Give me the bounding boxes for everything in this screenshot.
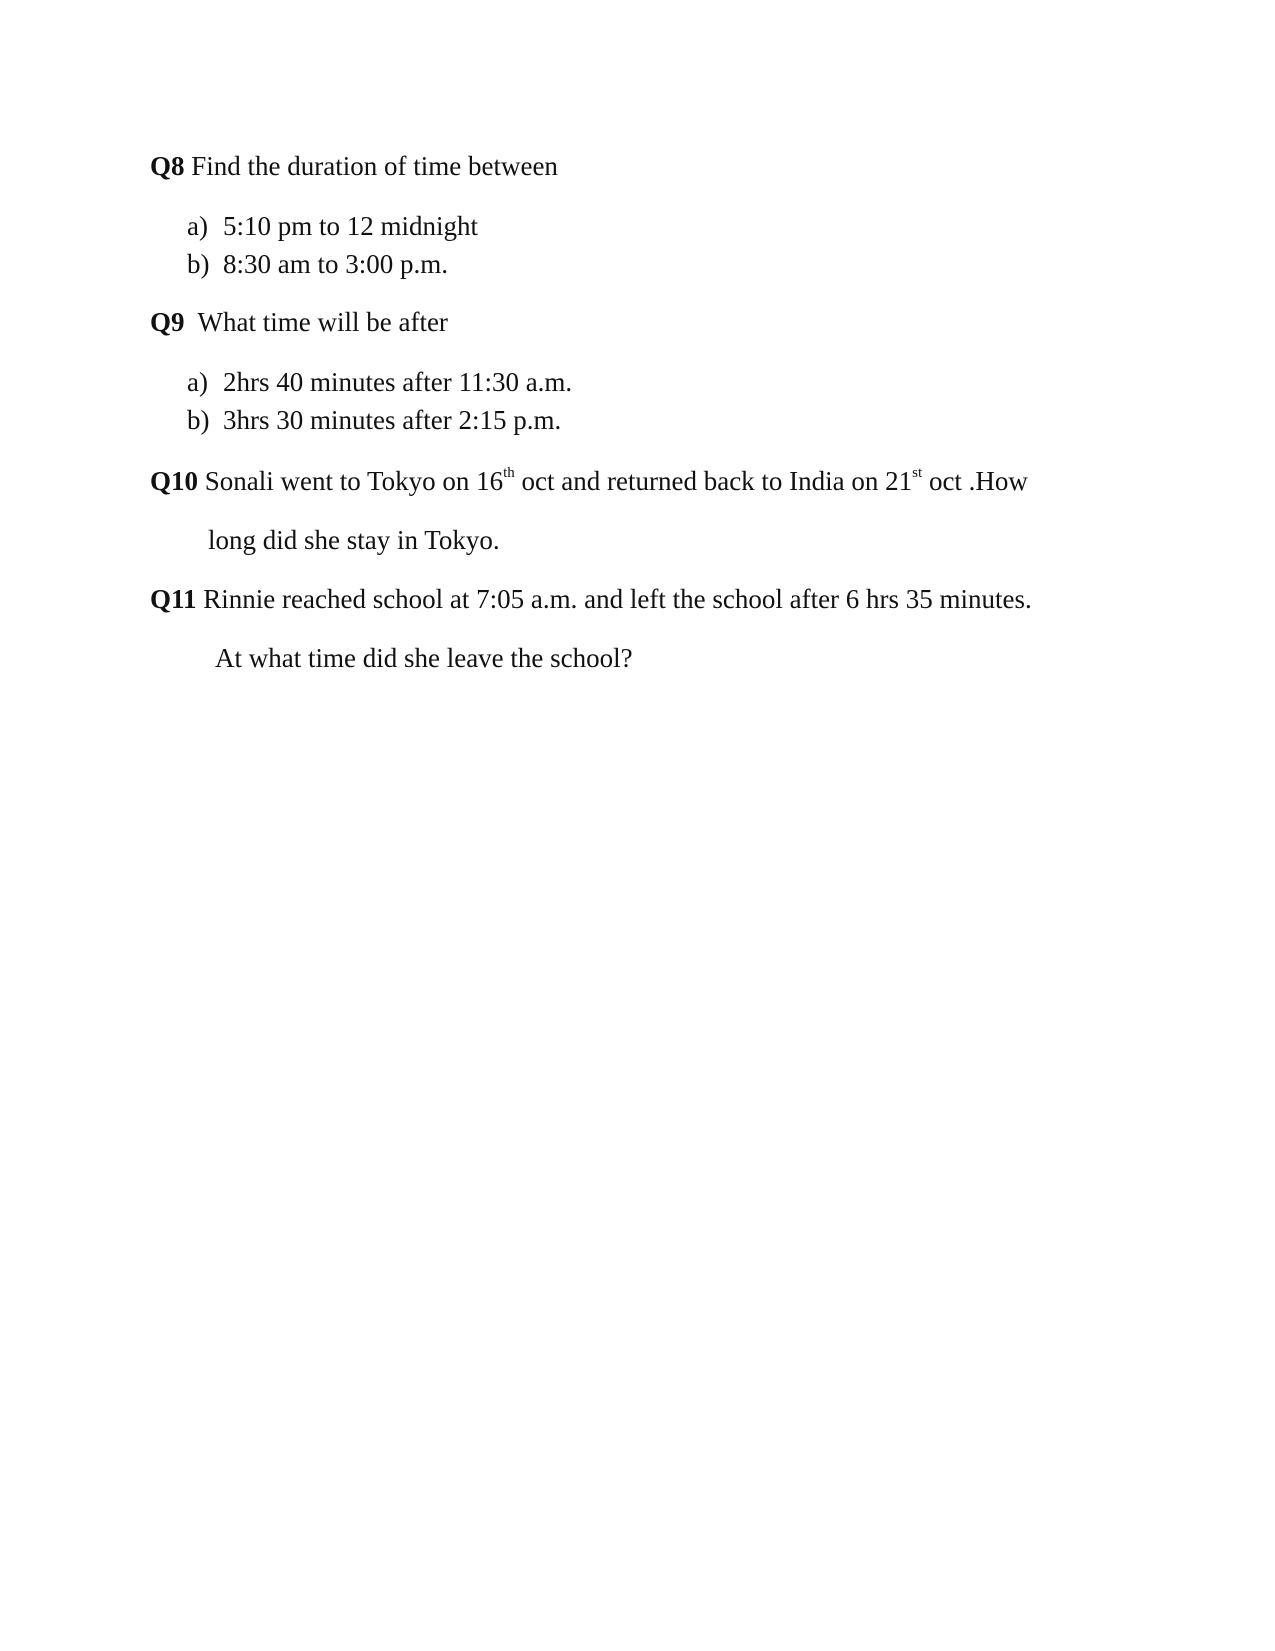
option-text: 5:10 pm to 12 midnight <box>223 211 479 241</box>
question-text-continuation: long did she stay in Tokyo. <box>208 525 500 555</box>
option-q9-b <box>187 404 561 436</box>
option-q8-a <box>187 210 478 242</box>
question-number: Q10 <box>150 466 199 496</box>
option-letter: a) <box>187 211 208 241</box>
question-q10-line2 <box>208 524 500 556</box>
question-number: Q9 <box>150 307 185 337</box>
question-text: Rinnie reached school at 7:05 a.m. and left the school after 6 hrs 35 minutes. <box>203 584 1032 614</box>
option-text: 8:30 am to 3:00 p.m. <box>223 249 448 279</box>
option-letter: b) <box>187 405 210 435</box>
option-letter: a) <box>187 367 208 397</box>
ordinal-suffix: st <box>912 465 923 481</box>
question-q11-line2 <box>215 642 633 674</box>
question-q8 <box>150 150 558 182</box>
option-q9-a <box>187 366 572 398</box>
ordinal-suffix: th <box>503 465 515 481</box>
question-number: Q8 <box>150 151 185 181</box>
option-text: 3hrs 30 minutes after 2:15 p.m. <box>223 405 562 435</box>
question-q9 <box>150 306 448 338</box>
option-letter: b) <box>187 249 210 279</box>
question-q10 <box>150 465 1028 497</box>
question-text: Find the duration of time between <box>191 151 558 181</box>
question-text-part3: oct .How <box>928 466 1028 496</box>
question-text: What time will be after <box>197 307 448 337</box>
option-q8-b <box>187 248 448 280</box>
option-text: 2hrs 40 minutes after 11:30 a.m. <box>223 367 573 397</box>
question-text-part2: oct and returned back to India on 21 <box>521 466 913 496</box>
question-q11 <box>150 583 1032 615</box>
question-text-continuation: At what time did she leave the school? <box>215 643 633 673</box>
question-number: Q11 <box>150 584 197 614</box>
question-text-part1: Sonali went to Tokyo on 16 <box>204 466 504 496</box>
